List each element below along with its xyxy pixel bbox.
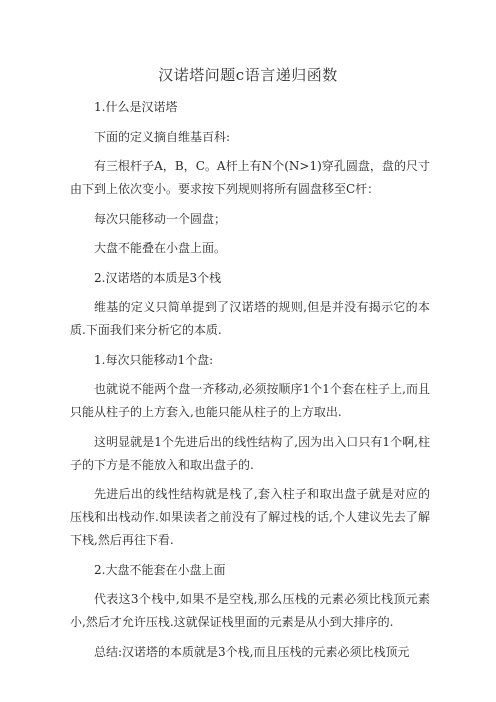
paragraph-push-rule: 代表这3个栈中,如果不是空栈,那么压栈的元素必须比栈顶元素小,然后才允许压栈.这就保证栈里面的元素是从小到大排序的. [70, 592, 430, 629]
paragraph-lifo: 这明显就是1个先进后出的线性结构了,因为出入口只有1个啊,柱子的下方是不能放入和取出盘子的. [70, 434, 430, 472]
document-title: 汉诺塔问题c语言递归函数 [158, 66, 338, 84]
rule-one-disk: 每次只能移动一个圆盘； [94, 211, 227, 226]
paragraph-definition-source: 下面的定义摘自维基百科: [94, 129, 231, 144]
rule-no-large-on-small: 大盘不能叠在小盘上面。 [94, 241, 227, 255]
heading-what-is-hanoi: 1.什么是汉诺塔 [94, 100, 178, 114]
subheading-one-disk: 1.每次只能移动1个盘: [94, 352, 214, 367]
paragraph-essence-intro: 维基的定义只简单提到了汉诺塔的规则,但是并没有揭示它的本质.下面我们来分析它的本质. [70, 300, 430, 337]
paragraph-stack: 先进后出的线性结构就是栈了,套入柱子和取出盘子就是对应的压栈和出栈动作.如果读者之前没有了解过栈的话,个人建议先去了解下栈,然后再往下看. [70, 487, 430, 547]
paragraph-summary: 总结:汉诺塔的本质就是3个栈,而且压栈的元素必须比栈顶元 [94, 644, 410, 659]
document-body [70, 96, 430, 664]
paragraph-definition: 有三根杆子A，B，C。A杆上有N个(N>1)穿孔圆盘，盘的尺寸由下到上依次变小。要求按下列规则将所有圆盘移至C杆： [70, 159, 430, 196]
paragraph-order: 也就说不能两个盘一齐移动,必须按顺序1个1个套在柱子上,而且只能从柱子的上方套入,也能只能从柱子的上方取出. [70, 382, 430, 419]
subheading-large-small: 2.大盘不能套在小盘上面 [94, 562, 226, 577]
heading-essence-stacks: 2.汉诺塔的本质是3个栈 [94, 270, 222, 285]
